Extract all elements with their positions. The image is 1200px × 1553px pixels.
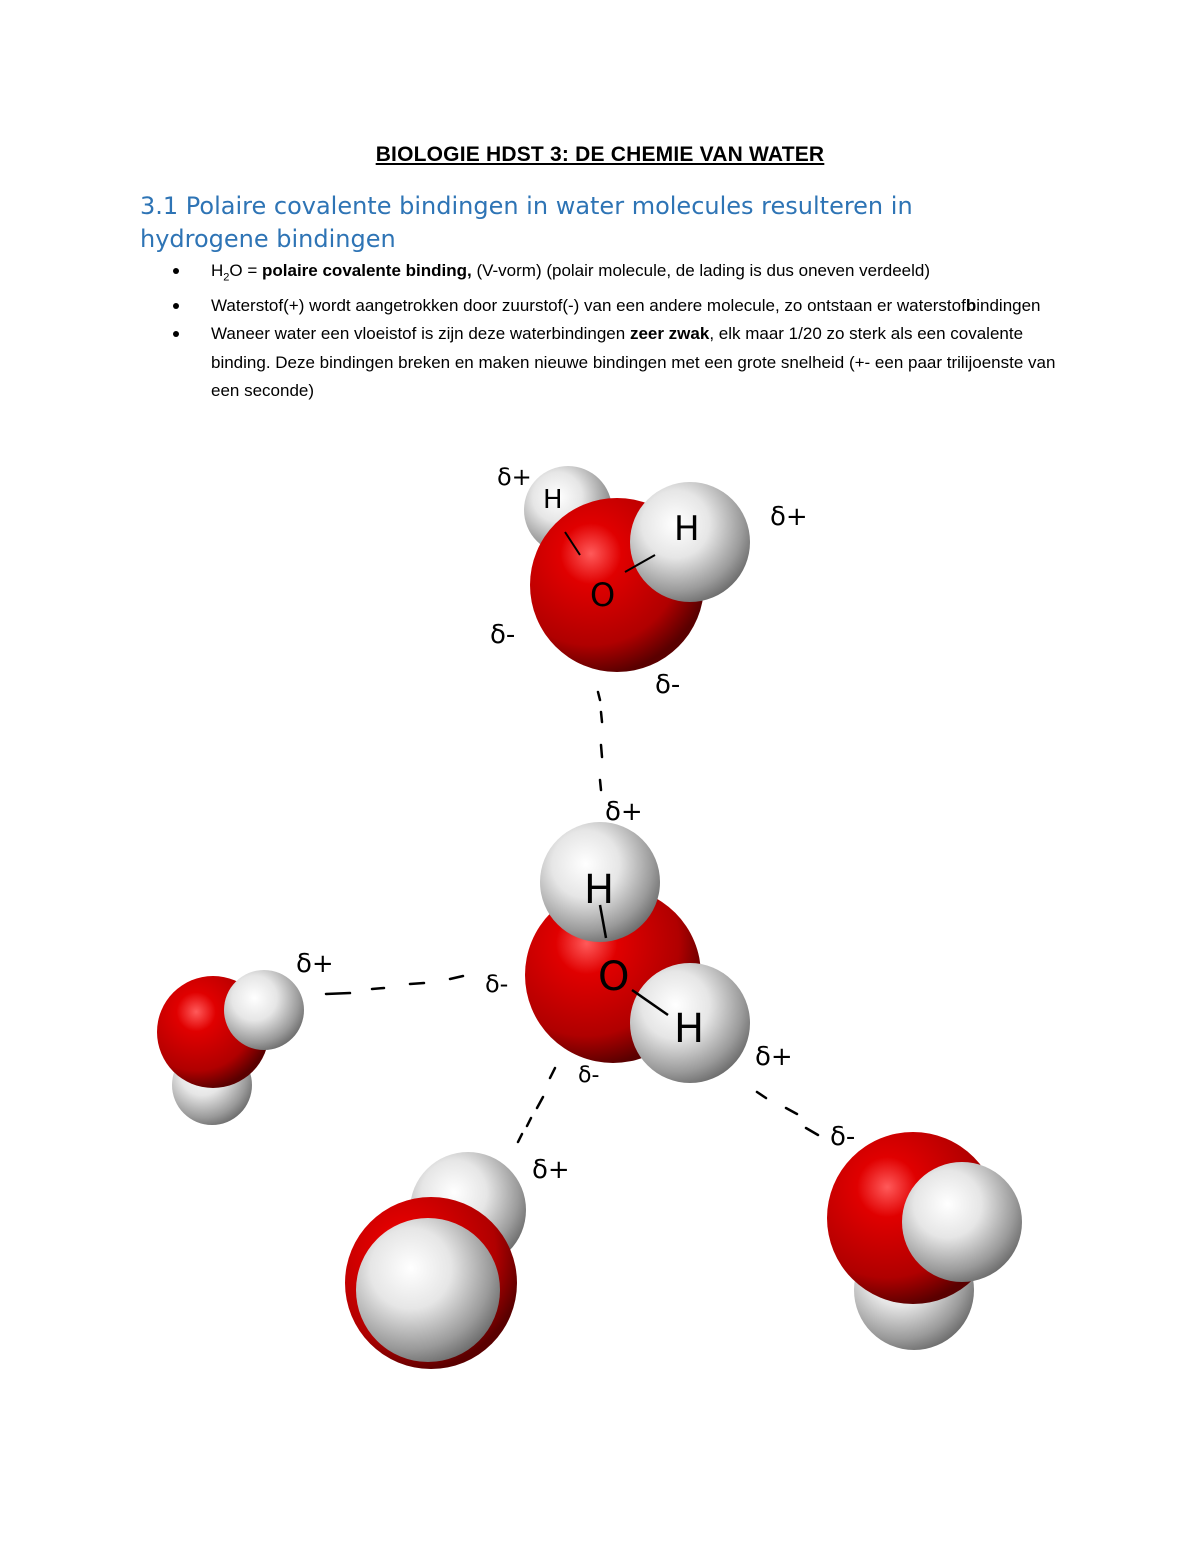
bullet-item-2 — [168, 292, 1068, 321]
bullet-text: Waneer water een vloeistof is zijn deze waterbindingen — [211, 324, 630, 344]
formula-prefix: H — [211, 261, 224, 280]
formula-suffix: O = — [229, 261, 263, 280]
bold-term: polaire covalente binding, — [262, 261, 472, 280]
charge-label: δ- — [485, 970, 509, 998]
bold-term: zeer zwak — [629, 324, 710, 344]
charge-label: δ+ — [755, 1042, 793, 1072]
bullet-item-3 — [168, 320, 1068, 406]
left-h-atom — [224, 970, 304, 1050]
charge-label: δ- — [830, 1122, 856, 1152]
charge-label: δ+ — [532, 1155, 570, 1185]
water-hydrogen-bond-diagram — [0, 440, 1200, 1440]
atom-label: O — [590, 576, 616, 614]
atom-label: H — [674, 509, 700, 549]
charge-label: δ- — [578, 1063, 600, 1088]
bullet-list — [168, 257, 1068, 406]
page-title: BIOLOGIE HDST 3: DE CHEMIE VAN WATER — [375, 143, 825, 166]
bullet-text: (V-vorm) (polair molecule, de lading is dus oneven verdeeld) — [471, 261, 930, 280]
bullet-dot — [173, 268, 179, 274]
bullet-dot — [173, 303, 179, 309]
center-water-molecule — [525, 822, 750, 1083]
bottom-right-water-molecule — [827, 1132, 1022, 1350]
formula-subscript: 2 — [223, 271, 230, 284]
charge-label: δ+ — [497, 463, 532, 491]
charge-label: δ- — [490, 620, 516, 650]
charge-label: δ+ — [770, 502, 808, 532]
bold-term: b — [965, 295, 977, 315]
bullet-dot — [173, 331, 179, 337]
bullet-text: , elk maar 1/20 zo sterk als een covalente binding. Deze bindingen breken en maken nieuwe bindingen met een grote snelheid (+- een paar trilijoenste van een seconde) — [211, 324, 1056, 401]
charge-label: δ+ — [296, 949, 334, 979]
atom-label: O — [598, 954, 630, 1000]
section-heading: 3.1 Polaire covalente bindingen in water molecules resulteren in hydrogene bindingen — [140, 192, 913, 253]
bottom-right-h-atom — [902, 1162, 1022, 1282]
bottom-left-h-front-atom — [356, 1218, 500, 1362]
left-water-molecule — [157, 970, 304, 1125]
bottom-left-water-molecule — [345, 1152, 526, 1369]
bullet-text: Waterstof(+) wordt aangetrokken door zuurstof(-) van een andere molecule, zo ontstaan er waterstof — [211, 295, 966, 315]
atom-label: H — [674, 1006, 705, 1052]
charge-label: δ- — [655, 670, 681, 700]
atom-label: H — [584, 867, 615, 913]
bullet-item-1 — [168, 257, 1068, 292]
bullet-text: indingen — [976, 295, 1041, 315]
charge-label: δ+ — [605, 797, 643, 827]
top-water-molecule — [524, 466, 750, 672]
atom-label: H — [543, 485, 563, 515]
